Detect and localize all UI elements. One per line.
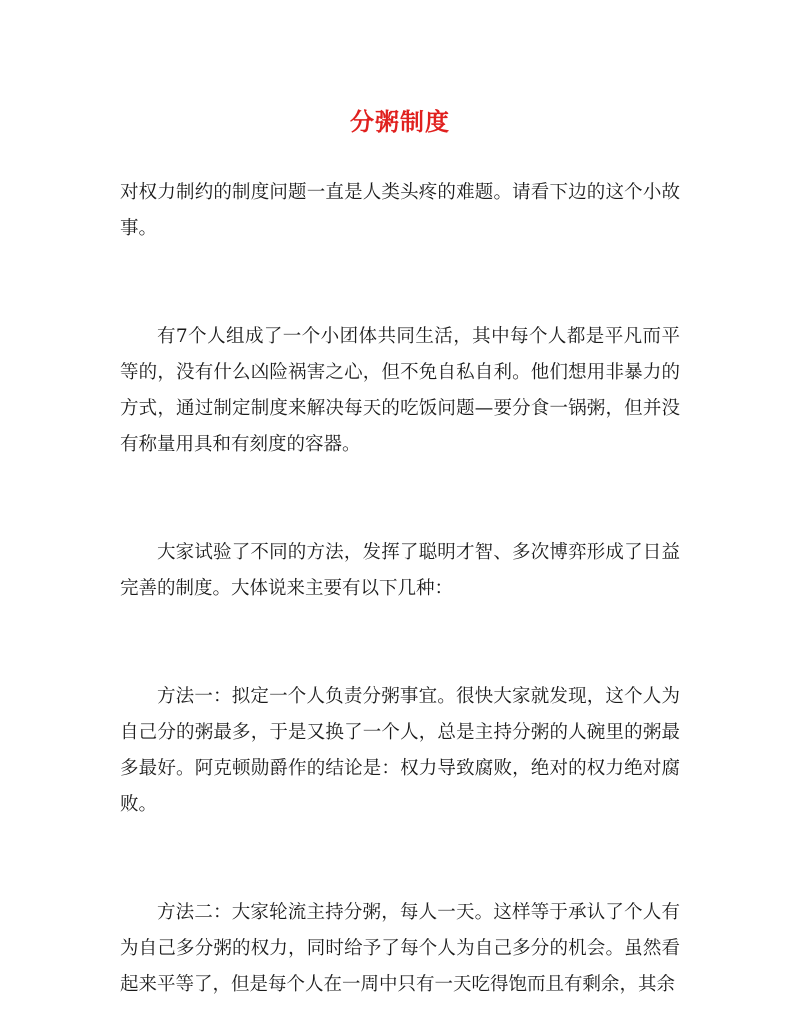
paragraph-gap [120, 823, 680, 895]
document-title: 分粥制度 [350, 107, 450, 136]
paragraph-gap [120, 463, 680, 535]
paragraph-gap [120, 607, 680, 679]
document-body [120, 175, 680, 1003]
paragraph-story: 有7个人组成了一个小团体共同生活，其中每个人都是平凡而平等的，没有什么凶险祸害之心，但不免自私自利。他们想用非暴力的方式，通过制定制度来解决每天的吃饭问题—要分食一锅粥，但并没有称量用具和有刻度的容器。 [120, 326, 680, 455]
paragraph-gap [120, 247, 680, 319]
paragraph-method-one: 方法一：拟定一个人负责分粥事宜。很快大家就发现，这个人为自己分的粥最多，于是又换了一个人，总是主持分粥的人碗里的粥最多最好。阿克顿勋爵作的结论是：权力导致腐败，绝对的权力绝对腐败。 [120, 686, 680, 815]
paragraph-intro: 对权力制约的制度问题一直是人类头疼的难题。请看下边的这个小故事。 [120, 182, 680, 239]
paragraph-method-two: 方法二：大家轮流主持分粥，每人一天。这样等于承认了个人有为自己多分粥的权力，同时给予了每个人为自己多分的机会。虽然看起来平等了，但是每个人在一周中只有一天吃得饱而且有剩余，其余 [120, 902, 680, 995]
paragraph-methods-intro: 大家试验了不同的方法，发挥了聪明才智、多次博弈形成了日益完善的制度。大体说来主要有以下几种： [120, 542, 680, 599]
